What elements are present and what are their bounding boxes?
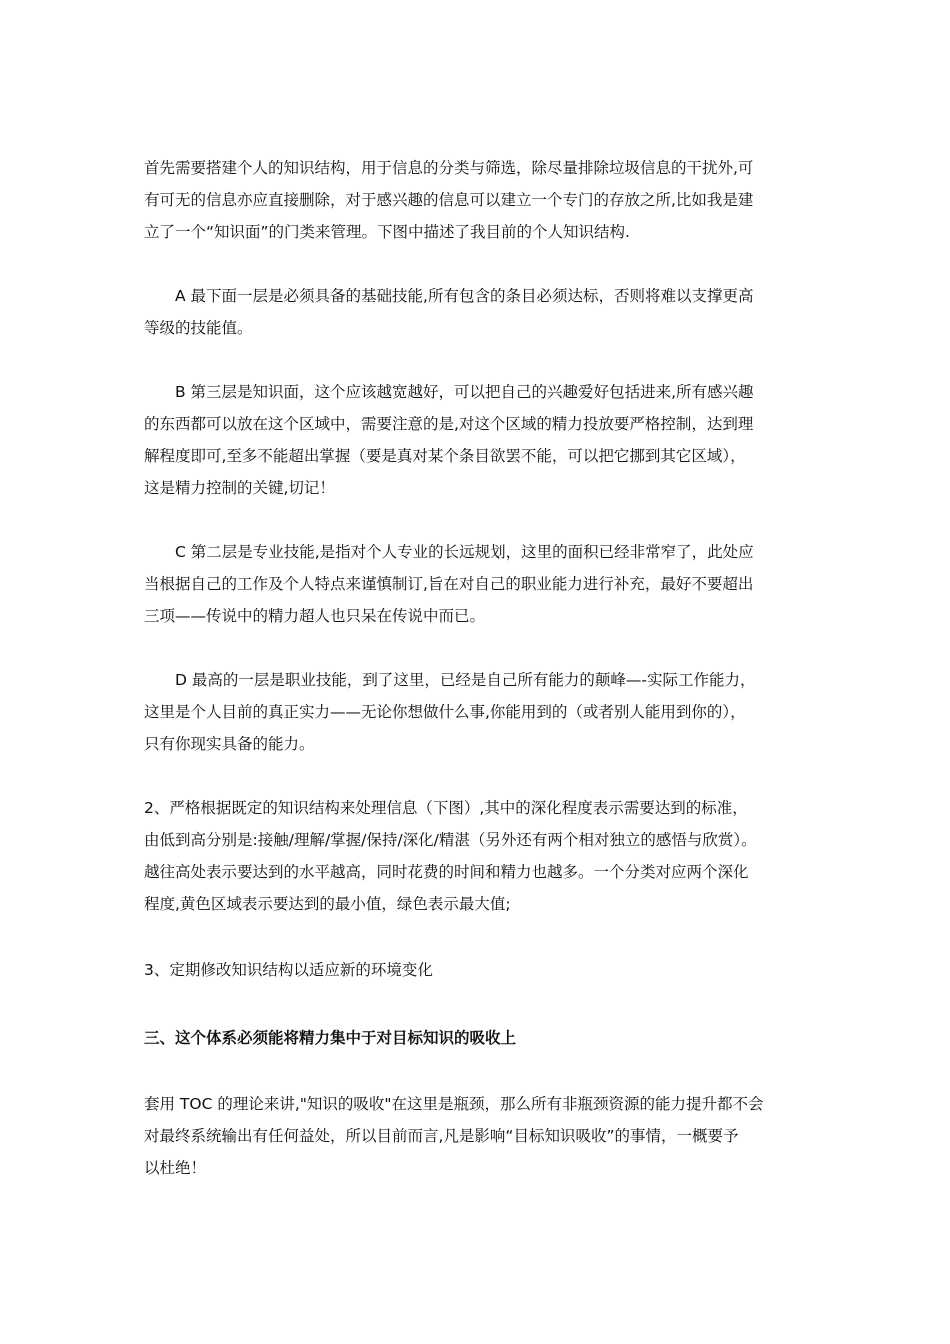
text-line: 只有你现实具备的能力。 [144, 735, 315, 753]
text-line: 有可无的信息亦应直接删除，对于感兴趣的信息可以建立一个专门的存放之所,比如我是建 [144, 191, 754, 209]
text-line: 对最终系统输出有任何益处，所以目前而言,凡是影响“目标知识吸收”的事情，一概要予 [144, 1127, 739, 1145]
text-line: 由低到高分别是:接触/理解/掌握/保持/深化/精湛（另外还有两个相对独立的感悟与欣赏）。 [144, 831, 757, 849]
text-line: 的东西都可以放在这个区域中，需要注意的是,对这个区域的精力投放要严格控制，达到理 [144, 415, 754, 433]
text-line: 等级的技能值。 [144, 319, 253, 337]
text-line: 立了一个“知识面”的门类来管理。下图中描述了我目前的个人知识结构. [144, 223, 630, 241]
paragraph-point-2 [144, 792, 812, 920]
text-line: 越往高处表示要达到的水平越高，同时花费的时间和精力也越多。一个分类对应两个深化 [144, 863, 749, 881]
text-line: 这里是个人目前的真正实力——无论你想做什么事,你能用到的（或者别人能用到你的）， [144, 703, 746, 721]
paragraph-toc-theory [144, 1088, 812, 1184]
paragraph-knowledge-structure-intro [144, 152, 812, 248]
text-line: 程度,黄色区域表示要达到的最小值，绿色表示最大值; [144, 895, 511, 913]
paragraph-point-3 [144, 954, 812, 986]
text-line: 以杜绝！ [144, 1159, 207, 1177]
text-line: 套用 TOC 的理论来讲,"知识的吸收"在这里是瓶颈，那么所有非瓶颈资源的能力提升都不会 [144, 1095, 764, 1113]
section-heading-3 [144, 1022, 812, 1054]
paragraph-layer-a [144, 280, 812, 344]
paragraph-layer-b [144, 376, 812, 504]
text-line: A 最下面一层是必须具备的基础技能,所有包含的条目必须达标，否则将难以支撑更高 [175, 287, 754, 305]
text-line: 首先需要搭建个人的知识结构，用于信息的分类与筛选，除尽量排除垃圾信息的干扰外,可 [144, 159, 754, 177]
text-line: 三项——传说中的精力超人也只呆在传说中而已。 [144, 607, 486, 625]
text-line: 这是精力控制的关键,切记！ [144, 479, 335, 497]
text-line: B 第三层是知识面，这个应该越宽越好，可以把自己的兴趣爱好包括进来,所有感兴趣 [175, 383, 754, 401]
text-line: 解程度即可,至多不能超出掌握（要是真对某个条目欲罢不能，可以把它挪到其它区域）， [144, 447, 746, 465]
text-line: 3、定期修改知识结构以适应新的环境变化 [144, 961, 433, 979]
text-line: 2、严格根据既定的知识结构来处理信息（下图）,其中的深化程度表示需要达到的标准， [144, 799, 748, 817]
text-line: 三、这个体系必须能将精力集中于对目标知识的吸收上 [144, 1029, 517, 1047]
paragraph-layer-c [144, 536, 812, 632]
text-line: C 第二层是专业技能,是指对个人专业的长远规划，这里的面积已经非常窄了，此处应 [175, 543, 754, 561]
text-line: D 最高的一层是职业技能，到了这里，已经是自己所有能力的颠峰—-实际工作能力， [175, 671, 756, 689]
paragraph-layer-d [144, 664, 812, 760]
text-line: 当根据自己的工作及个人特点来谨慎制订,旨在对自己的职业能力进行补充，最好不要超出 [144, 575, 754, 593]
